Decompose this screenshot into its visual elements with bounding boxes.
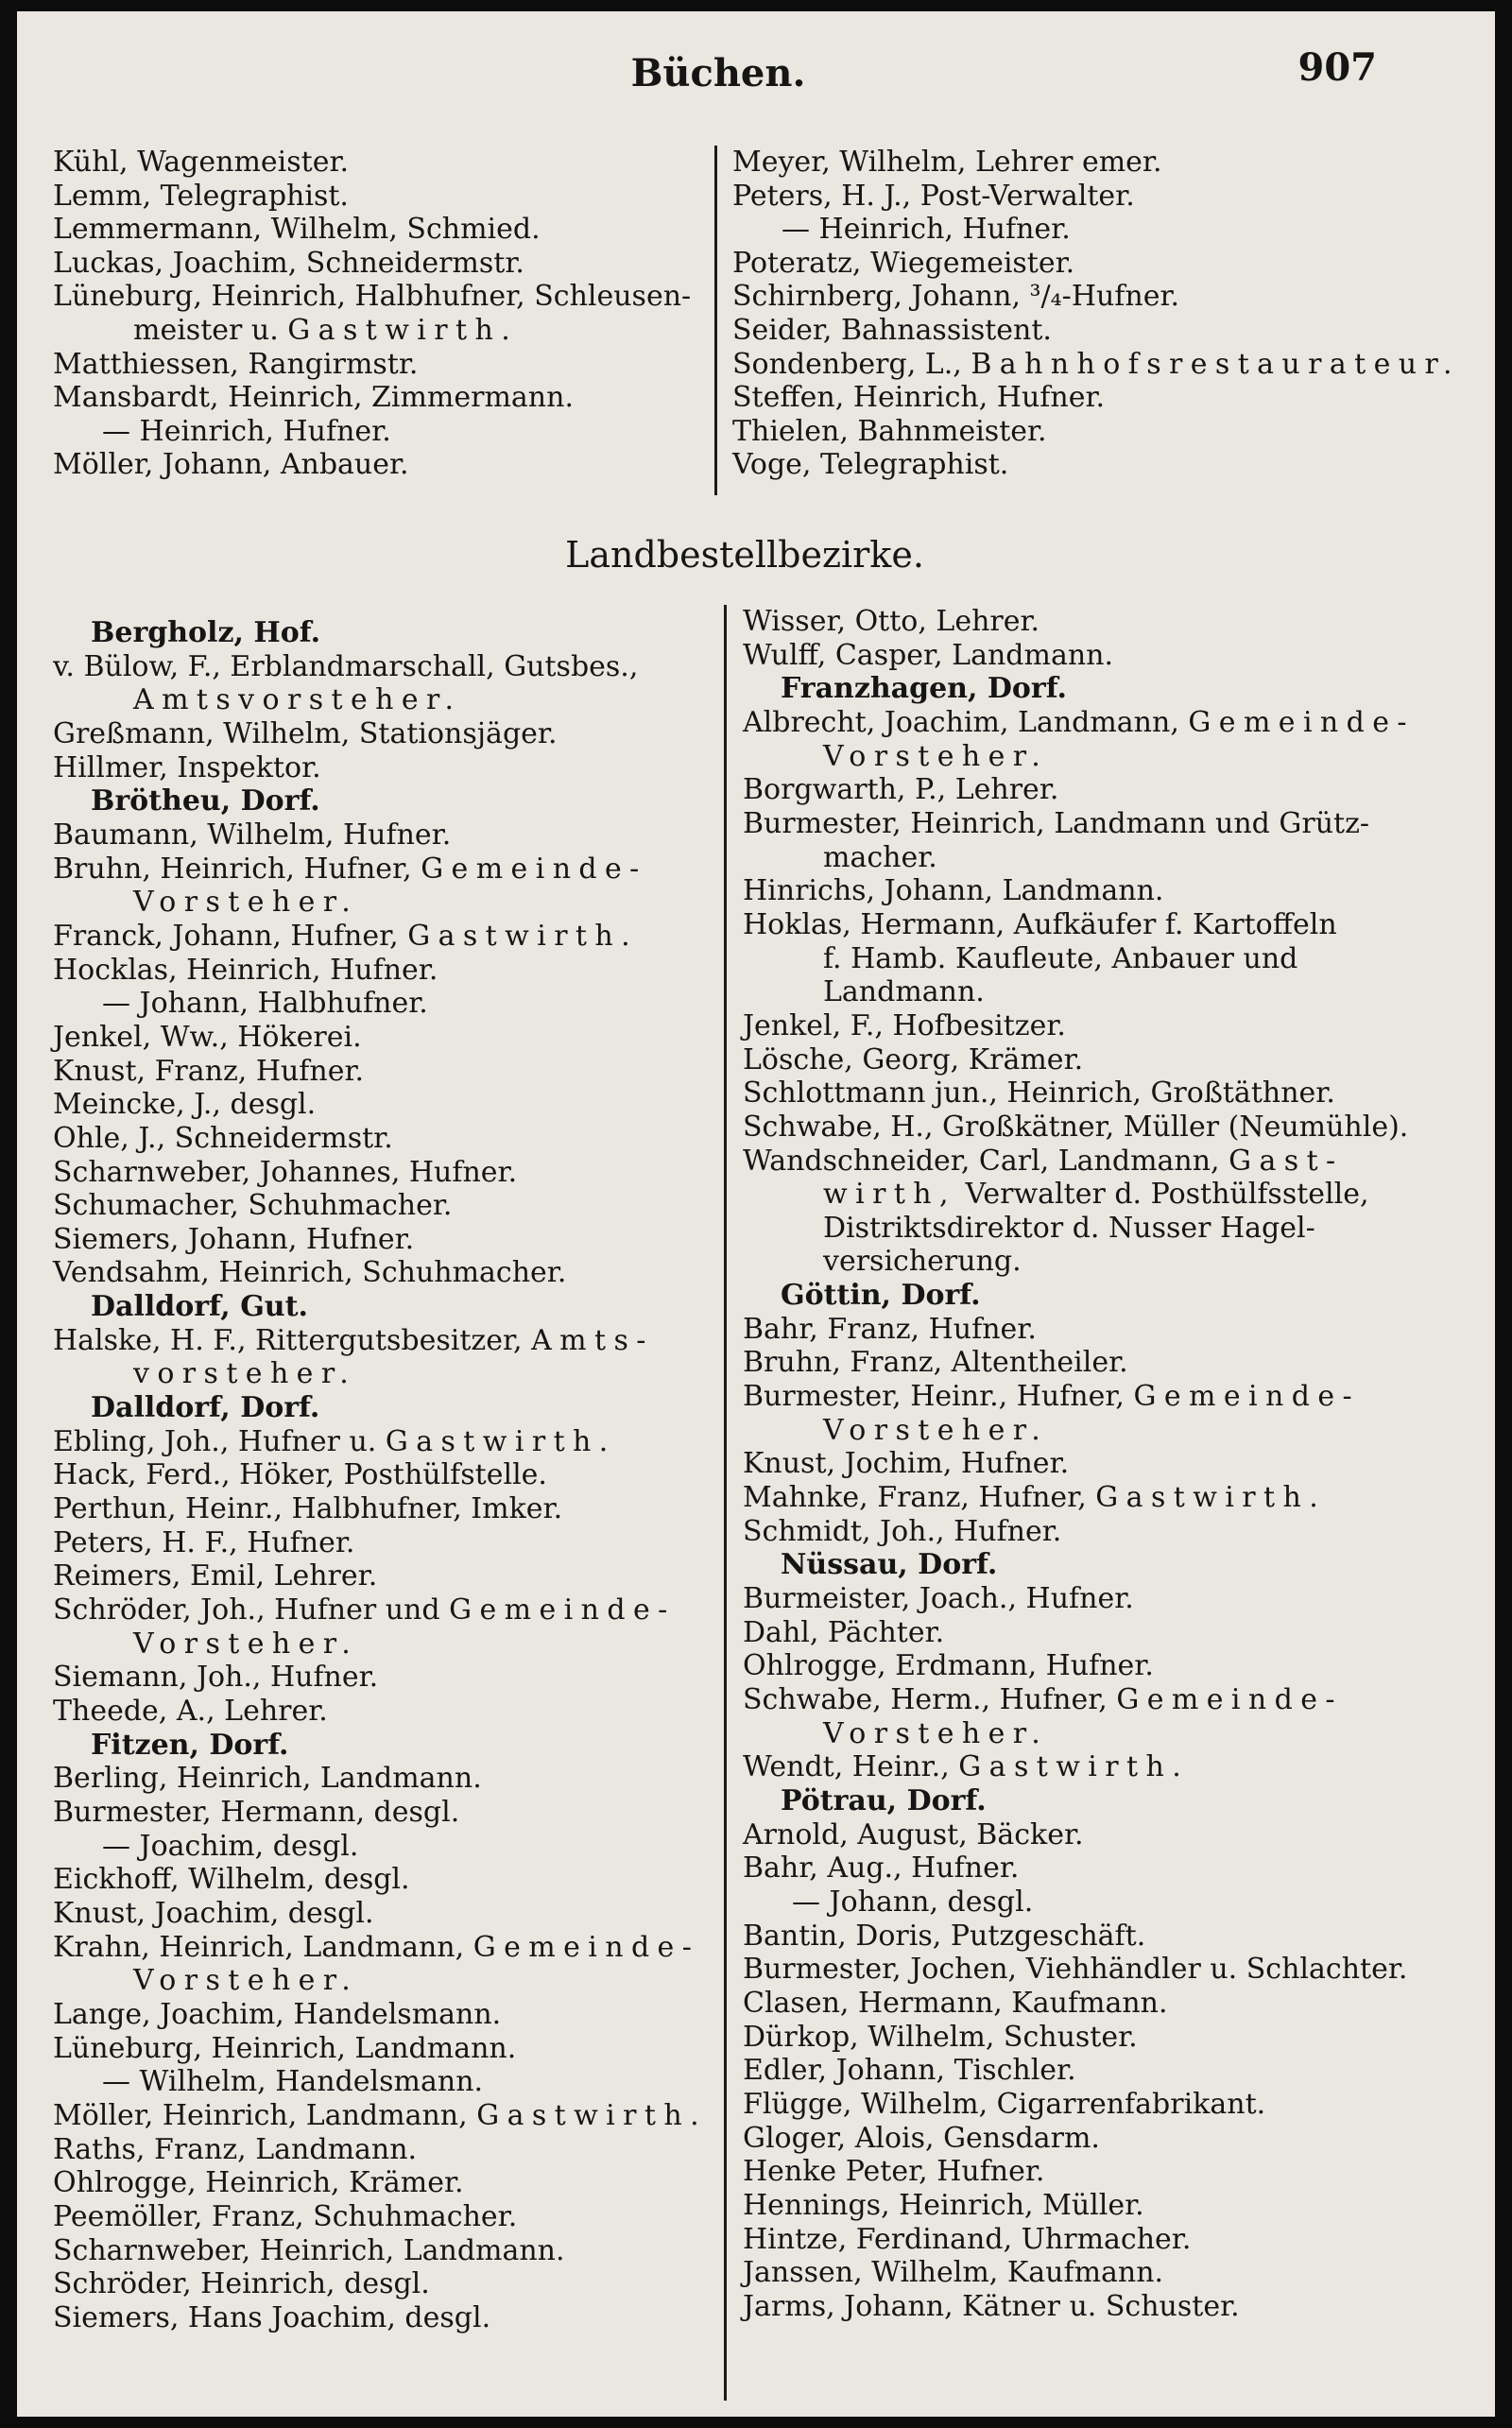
- directory-entry: [743, 1953, 1415, 1987]
- directory-entry: [53, 314, 691, 348]
- entry-text: Burmester, Heinrich, Landmann und Grütz-: [743, 806, 1370, 840]
- directory-entry: [53, 2234, 707, 2268]
- entry-text: Baumann, Wilhelm, Hufner.: [53, 818, 452, 852]
- entry-text: Burmester, Hermann, desgl.: [53, 1795, 460, 1829]
- directory-entry: [53, 1223, 707, 1257]
- entry-text: Meyer, Wilhelm, Lehrer emer.: [732, 146, 1162, 179]
- running-header-title: Büchen.: [630, 51, 806, 95]
- directory-entry: [743, 1920, 1415, 1954]
- locality-name: Brötheu,: [91, 784, 232, 818]
- spaced-title: Amts-: [531, 1323, 654, 1357]
- directory-entry: [732, 146, 1460, 180]
- entry-text: Siemers, Johann, Hufner.: [53, 1222, 415, 1256]
- directory-entry: [743, 605, 1415, 639]
- entry-text: Dahl, Pächter.: [743, 1615, 945, 1649]
- spaced-title: Vorsteher.: [823, 1716, 1049, 1750]
- directory-entry: [53, 1964, 707, 1998]
- entry-text: Edler, Johann, Tischler.: [743, 2054, 1076, 2088]
- entry-text: Möller, Johann, Anbauer.: [53, 448, 409, 482]
- entry-text: Hinrichs, Johann, Landmann.: [743, 874, 1164, 908]
- locality-heading: [53, 616, 707, 650]
- entry-text: Bahr, Franz, Hufner.: [743, 1312, 1037, 1346]
- entry-text: Ebling, Joh., Hufner u.: [53, 1424, 377, 1458]
- entry-text: Bruhn, Franz, Altentheiler.: [743, 1346, 1128, 1380]
- entry-text: Burmeister, Joach., Hufner.: [743, 1582, 1134, 1616]
- directory-entry: [53, 1526, 707, 1560]
- directory-entry: [743, 1346, 1415, 1380]
- entry-text: Hocklas, Heinrich, Hufner.: [53, 953, 438, 987]
- directory-entry: [743, 1616, 1415, 1650]
- directory-entry: [743, 807, 1415, 841]
- entry-text: Voge, Telegraphist.: [732, 448, 1009, 482]
- entry-text: Ohlrogge, Erdmann, Hufner.: [743, 1649, 1154, 1683]
- entry-text: Knust, Joachim, desgl.: [53, 1896, 374, 1930]
- entry-text: Jarms, Johann, Kätner u. Schuster.: [743, 2289, 1240, 2323]
- directory-entry: [53, 1458, 707, 1492]
- directory-entry: [53, 1256, 707, 1290]
- entry-text: Luckas, Joachim, Schneidermstr.: [53, 246, 524, 280]
- locality-heading: [743, 1548, 1415, 1582]
- directory-entry: [732, 415, 1460, 449]
- directory-entry: [53, 1559, 707, 1593]
- entry-text: Hillmer, Inspektor.: [53, 750, 321, 784]
- directory-entry: [53, 2301, 707, 2335]
- directory-entry: [53, 1021, 707, 1055]
- directory-entry: [743, 1582, 1415, 1616]
- directory-entry: [743, 1043, 1415, 1077]
- directory-entry: [743, 639, 1415, 673]
- entry-text: Dorf.: [240, 784, 320, 818]
- directory-entry: [53, 954, 707, 988]
- section-title: Landbestellbezirke.: [565, 534, 924, 576]
- entry-text: Dorf.: [987, 672, 1068, 706]
- bottom-left-column: [53, 616, 707, 2334]
- directory-entry: [743, 1818, 1415, 1852]
- directory-entry: [743, 1414, 1415, 1448]
- directory-entry: [53, 1324, 707, 1358]
- entry-text: macher.: [823, 840, 937, 874]
- directory-entry: [53, 987, 707, 1021]
- entry-text: Dorf.: [906, 1783, 987, 1817]
- directory-entry: [743, 2256, 1415, 2290]
- entry-text: Schwabe, H., Großkätner, Müller (Neumühle).: [743, 1110, 1409, 1144]
- entry-text: Lüneburg, Heinrich, Landmann.: [53, 2031, 517, 2065]
- directory-entry: [732, 448, 1460, 482]
- entry-text: Steffen, Heinrich, Hufner.: [732, 381, 1106, 415]
- entry-text: Halske, H. F., Rittergutsbesitzer,: [53, 1323, 523, 1357]
- entry-text: Lange, Joachim, Handelsmann.: [53, 1997, 502, 2031]
- directory-entry: [743, 2189, 1415, 2223]
- directory-entry: [53, 717, 707, 751]
- spaced-title: Gastwirth.: [407, 919, 639, 953]
- directory-entry: [743, 1380, 1415, 1414]
- directory-entry: [53, 1593, 707, 1627]
- directory-entry: [743, 2021, 1415, 2055]
- column-divider-bottom: [724, 605, 727, 2401]
- directory-entry: [743, 1447, 1415, 1481]
- directory-entry: [53, 818, 707, 852]
- entry-text: Janssen, Wilhelm, Kaufmann.: [743, 2256, 1164, 2290]
- directory-entry: [743, 706, 1415, 740]
- locality-name: Pötrau,: [781, 1783, 898, 1817]
- locality-heading: [53, 1729, 707, 1763]
- entry-text: Poteratz, Wiegemeister.: [732, 246, 1075, 280]
- directory-entry: [53, 1055, 707, 1089]
- entry-text: Schirnberg, Johann, ³/₄-Hufner.: [732, 280, 1180, 314]
- entry-text: Krahn, Heinrich, Landmann,: [53, 1930, 465, 1964]
- directory-entry: [53, 1863, 707, 1897]
- entry-text: Mansbardt, Heinrich, Zimmermann.: [53, 381, 574, 415]
- directory-entry: [743, 773, 1415, 807]
- entry-text: Dorf.: [209, 1728, 289, 1762]
- entry-text: Berling, Heinrich, Landmann.: [53, 1762, 482, 1796]
- directory-entry: [53, 180, 691, 214]
- entry-text: Dorf.: [240, 1391, 320, 1425]
- directory-entry: [53, 2200, 707, 2234]
- directory-entry: [53, 1627, 707, 1662]
- directory-entry: [743, 1515, 1415, 1549]
- directory-entry: [53, 1796, 707, 1830]
- spaced-title: Vorsteher.: [133, 886, 359, 920]
- directory-entry: [53, 2267, 707, 2301]
- entry-text: Raths, Franz, Landmann.: [53, 2132, 418, 2166]
- directory-entry: [743, 2122, 1415, 2156]
- entry-text: Hof.: [253, 616, 321, 649]
- directory-entry: [53, 213, 691, 247]
- directory-entry: [53, 852, 707, 887]
- directory-entry: [743, 1212, 1415, 1246]
- entry-text: Thielen, Bahnmeister.: [732, 414, 1047, 448]
- entry-text: Greßmann, Wilhelm, Stationsjäger.: [53, 716, 558, 750]
- entry-text: Dorf.: [901, 1279, 981, 1313]
- entry-text: Mahnke, Franz, Hufner,: [743, 1481, 1087, 1515]
- directory-entry: [53, 650, 707, 684]
- directory-entry: [743, 1750, 1415, 1784]
- directory-entry: [53, 280, 691, 314]
- directory-entry: [53, 1762, 707, 1796]
- entry-text: — Heinrich, Hufner.: [102, 414, 391, 448]
- directory-entry: [743, 1009, 1415, 1043]
- directory-entry: [732, 280, 1460, 314]
- directory-entry: [743, 740, 1415, 774]
- page-number: 907: [1297, 45, 1377, 90]
- entry-text: Sondenberg, L.,: [732, 347, 962, 381]
- locality-name: Dalldorf,: [91, 1391, 231, 1425]
- entry-text: Bruhn, Heinrich, Hufner,: [53, 852, 412, 886]
- directory-entry: [732, 381, 1460, 415]
- locality-heading: [53, 1391, 707, 1425]
- entry-text: Meincke, J., desgl.: [53, 1088, 317, 1122]
- column-divider-top: [714, 146, 717, 495]
- spaced-title: Gemeinde-: [472, 1930, 700, 1964]
- bottom-right-column: [743, 605, 1415, 2323]
- entry-text: Matthiessen, Rangirmstr.: [53, 347, 419, 381]
- entry-text: Borgwarth, P., Lehrer.: [743, 773, 1059, 807]
- entry-text: Reimers, Emil, Lehrer.: [53, 1559, 378, 1593]
- entry-text: Arnold, August, Bäcker.: [743, 1817, 1084, 1851]
- spaced-title: Gastwirth.: [476, 2098, 708, 2132]
- directory-entry: [53, 1931, 707, 1965]
- entry-text: Clasen, Hermann, Kaufmann.: [743, 1986, 1168, 2020]
- spaced-title: Gastwirth.: [958, 1750, 1190, 1784]
- directory-entry: [743, 1851, 1415, 1886]
- directory-entry: [743, 1178, 1415, 1212]
- entry-text: versicherung.: [823, 1245, 1022, 1279]
- directory-entry: [743, 975, 1415, 1009]
- spaced-title: Gastwirth.: [287, 313, 519, 347]
- directory-entry: [53, 1156, 707, 1190]
- directory-entry: [743, 2054, 1415, 2088]
- entry-text: Wandschneider, Carl, Landmann,: [743, 1144, 1220, 1178]
- directory-entry: [743, 1717, 1415, 1751]
- locality-heading: [743, 672, 1415, 706]
- top-right-column: [732, 146, 1460, 482]
- entry-text: Scharnweber, Johannes, Hufner.: [53, 1155, 518, 1189]
- spaced-title: Vorsteher.: [823, 739, 1049, 773]
- top-left-column: [53, 146, 691, 482]
- spaced-title: Gast-: [1228, 1144, 1344, 1178]
- locality-heading: [743, 1279, 1415, 1313]
- directory-entry: [732, 247, 1460, 281]
- directory-entry: [743, 874, 1415, 908]
- entry-text: Schwabe, Herm., Hufner,: [743, 1683, 1108, 1716]
- entry-text: Wulff, Casper, Landmann.: [743, 638, 1114, 672]
- directory-entry: [53, 2065, 707, 2099]
- entry-text: Burmester, Heinr., Hufner,: [743, 1380, 1125, 1414]
- locality-name: Franzhagen,: [781, 672, 978, 706]
- directory-entry: [53, 348, 691, 382]
- entry-text: Schmidt, Joh., Hufner.: [743, 1514, 1062, 1548]
- entry-text: Landmann.: [823, 975, 985, 1009]
- entry-text: — Joachim, desgl.: [102, 1829, 359, 1863]
- entry-text: Peters, H. J., Post-Verwalter.: [732, 179, 1135, 213]
- spaced-title: Gemeinde-: [1133, 1380, 1361, 1414]
- spaced-title: Vorsteher.: [133, 1964, 359, 1998]
- directory-entry: [53, 381, 691, 415]
- directory-entry: [743, 1313, 1415, 1347]
- directory-entry: [743, 1987, 1415, 2021]
- entry-text: Theede, A., Lehrer.: [53, 1695, 328, 1728]
- entry-text: Vendsahm, Heinrich, Schuhmacher.: [53, 1256, 567, 1290]
- entry-text: Peemöller, Franz, Schuhmacher.: [53, 2199, 518, 2233]
- entry-text: Schröder, Joh., Hufner und: [53, 1593, 440, 1627]
- entry-text: Hack, Ferd., Höker, Posthülfstelle.: [53, 1458, 547, 1492]
- spaced-title: Gastwirth.: [1095, 1481, 1327, 1515]
- entry-text: Ohle, J., Schneidermstr.: [53, 1121, 393, 1155]
- locality-name: Bergholz,: [91, 616, 244, 649]
- directory-entry: [53, 1425, 707, 1459]
- entry-text: Knust, Franz, Hufner.: [53, 1054, 365, 1088]
- entry-text: Peters, H. F., Hufner.: [53, 1525, 355, 1559]
- entry-text: Schröder, Heinrich, desgl.: [53, 2267, 430, 2301]
- entry-text: Kühl, Wagenmeister.: [53, 146, 350, 179]
- spaced-title: wirth,: [823, 1178, 956, 1212]
- spaced-title: Vorsteher.: [823, 1413, 1049, 1447]
- directory-entry: [53, 415, 691, 449]
- entry-text: Siemers, Hans Joachim, desgl.: [53, 2300, 491, 2334]
- entry-text: Perthun, Heinr., Halbhufner, Imker.: [53, 1492, 563, 1526]
- directory-entry: [743, 2290, 1415, 2324]
- entry-text: Jenkel, Ww., Hökerei.: [53, 1020, 362, 1054]
- directory-entry: [53, 1492, 707, 1526]
- directory-entry: [53, 1661, 707, 1695]
- entry-text: Lüneburg, Heinrich, Halbhufner, Schleusen-: [53, 280, 692, 314]
- entry-text: Schlottmann jun., Heinrich, Großtäthner.: [743, 1076, 1335, 1111]
- directory-entry: [743, 1886, 1415, 1920]
- entry-text: Jenkel, F., Hofbesitzer.: [743, 1008, 1066, 1042]
- entry-text: Eickhoff, Wilhelm, desgl.: [53, 1863, 410, 1897]
- directory-entry: [732, 348, 1460, 382]
- entry-text: Hennings, Heinrich, Müller.: [743, 2188, 1144, 2222]
- entry-text: f. Hamb. Kaufleute, Anbauer und: [823, 941, 1298, 975]
- spaced-title: Bahnhofsrestaurateur.: [971, 347, 1460, 381]
- entry-text: — Johann, desgl.: [792, 1885, 1034, 1919]
- directory-entry: [53, 448, 691, 482]
- locality-name: Dalldorf,: [91, 1290, 231, 1324]
- entry-text: Wisser, Otto, Lehrer.: [743, 605, 1040, 638]
- entry-text: Seider, Bahnassistent.: [732, 313, 1052, 347]
- directory-entry: [53, 2032, 707, 2066]
- entry-text: Schumacher, Schuhmacher.: [53, 1189, 453, 1223]
- directory-entry: [53, 1189, 707, 1223]
- directory-entry: [732, 213, 1460, 247]
- directory-entry: [743, 1245, 1415, 1279]
- entry-text: Albrecht, Joachim, Landmann,: [743, 705, 1179, 739]
- locality-heading: [53, 784, 707, 818]
- directory-entry: [53, 2099, 707, 2133]
- locality-heading: [53, 1290, 707, 1324]
- directory-entry: [743, 1076, 1415, 1111]
- entry-text: Hoklas, Hermann, Aufkäufer f. Kartoffeln: [743, 907, 1337, 941]
- entry-text: — Wilhelm, Handelsmann.: [102, 2065, 484, 2099]
- entry-text: — Johann, Halbhufner.: [102, 987, 428, 1021]
- entry-text: Hintze, Ferdinand, Uhrmacher.: [743, 2222, 1192, 2256]
- directory-entry: [53, 1122, 707, 1156]
- directory-entry: [53, 751, 707, 785]
- entry-text: — Heinrich, Hufner.: [782, 213, 1071, 247]
- entry-text: Burmester, Jochen, Viehhändler u. Schlachter.: [743, 1953, 1408, 1987]
- directory-entry: [53, 146, 691, 180]
- entry-text: Bahr, Aug., Hufner.: [743, 1851, 1020, 1886]
- entry-text: meister u.: [133, 313, 279, 347]
- entry-text: Dorf.: [918, 1548, 998, 1582]
- directory-entry: [53, 1830, 707, 1864]
- directory-entry: [53, 1998, 707, 2032]
- spaced-title: Gemeinde-: [421, 852, 647, 886]
- entry-text: Verwalter d. Posthülfsstelle,: [965, 1178, 1369, 1212]
- entry-text: Bantin, Doris, Putzgeschäft.: [743, 1919, 1146, 1953]
- spaced-title: Vorsteher.: [133, 1627, 359, 1661]
- directory-entry: [53, 886, 707, 920]
- directory-entry: [53, 1695, 707, 1729]
- locality-name: Nüssau,: [781, 1548, 908, 1582]
- directory-entry: [53, 920, 707, 954]
- spaced-title: Gemeinde-: [1188, 705, 1415, 739]
- directory-entry: [743, 942, 1415, 976]
- locality-name: Göttin,: [781, 1279, 891, 1313]
- book-page: [17, 11, 1495, 2417]
- spaced-title: vorsteher.: [133, 1357, 357, 1391]
- entry-text: Lösche, Georg, Krämer.: [743, 1042, 1084, 1076]
- locality-heading: [743, 1784, 1415, 1818]
- entry-text: Knust, Jochim, Hufner.: [743, 1447, 1070, 1481]
- entry-text: Distriktsdirektor d. Nusser Hagel-: [823, 1211, 1315, 1245]
- entry-text: Ohlrogge, Heinrich, Krämer.: [53, 2166, 464, 2200]
- directory-entry: [53, 2166, 707, 2200]
- entry-text: Siemann, Joh., Hufner.: [53, 1661, 379, 1695]
- spaced-title: Gemeinde-: [449, 1593, 676, 1627]
- directory-entry: [743, 2155, 1415, 2189]
- directory-entry: [53, 1088, 707, 1122]
- locality-name: Fitzen,: [91, 1728, 199, 1762]
- entry-text: Möller, Heinrich, Landmann,: [53, 2098, 468, 2132]
- entry-text: Scharnweber, Heinrich, Landmann.: [53, 2233, 565, 2267]
- entry-text: Lemm, Telegraphist.: [53, 179, 349, 213]
- directory-entry: [743, 1145, 1415, 1179]
- directory-entry: [53, 683, 707, 717]
- directory-entry: [53, 2133, 707, 2167]
- directory-entry: [743, 908, 1415, 942]
- entry-text: Flügge, Wilhelm, Cigarrenfabrikant.: [743, 2087, 1266, 2121]
- directory-entry: [743, 2088, 1415, 2122]
- spaced-title: Gastwirth.: [385, 1424, 616, 1458]
- directory-entry: [743, 2223, 1415, 2257]
- directory-entry: [743, 1649, 1415, 1683]
- entry-text: Gut.: [240, 1290, 308, 1324]
- directory-entry: [743, 1111, 1415, 1145]
- entry-text: v. Bülow, F., Erblandmarschall, Gutsbes.,: [53, 649, 639, 683]
- directory-entry: [53, 247, 691, 281]
- spaced-title: Gemeinde-: [1116, 1683, 1343, 1716]
- directory-entry: [53, 1357, 707, 1391]
- entry-text: Gloger, Alois, Gensdarm.: [743, 2121, 1100, 2155]
- directory-entry: [53, 1897, 707, 1931]
- spaced-title: Amtsvorsteher.: [133, 683, 462, 717]
- entry-text: Franck, Johann, Hufner,: [53, 919, 399, 953]
- entry-text: Dürkop, Wilhelm, Schuster.: [743, 2020, 1138, 2054]
- directory-entry: [743, 1481, 1415, 1515]
- entry-text: Henke Peter, Hufner.: [743, 2155, 1045, 2189]
- directory-entry: [732, 314, 1460, 348]
- entry-text: Wendt, Heinr.,: [743, 1750, 950, 1784]
- directory-entry: [732, 180, 1460, 214]
- directory-entry: [743, 1683, 1415, 1717]
- directory-entry: [743, 841, 1415, 875]
- entry-text: Lemmermann, Wilhelm, Schmied.: [53, 213, 541, 247]
